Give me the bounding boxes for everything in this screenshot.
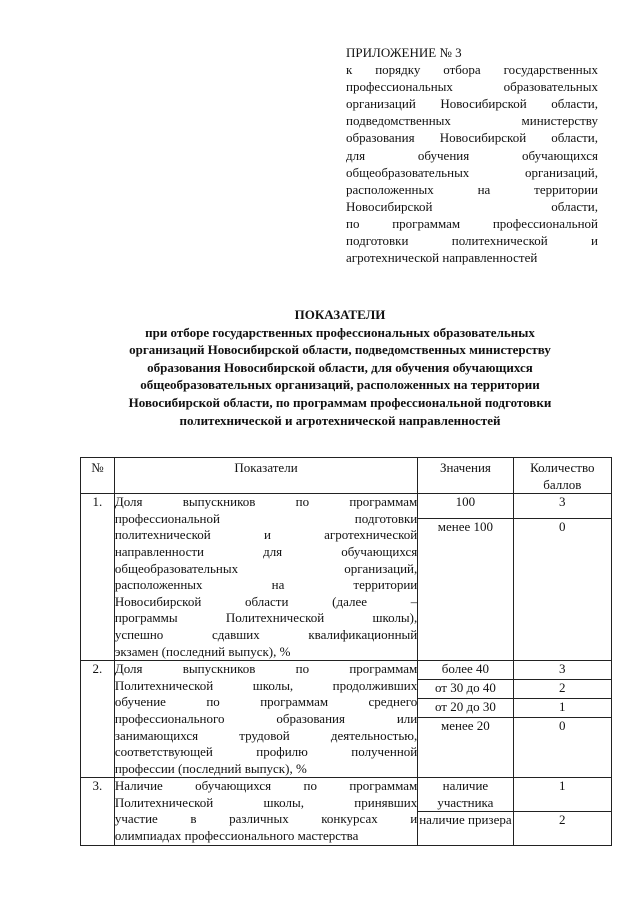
points-cell: 2	[513, 812, 611, 845]
indicator-line: направленности для обучающихся	[114, 543, 418, 559]
points-cell: 1	[513, 778, 611, 812]
heading-line: политехнической и агротехнической направленностей	[179, 412, 501, 428]
appendix-line: образования Новосибирской области,	[346, 130, 598, 146]
header-values: Значения	[418, 458, 513, 494]
indicator-line: Политехнической школы, принявших	[114, 794, 418, 810]
points-cell: 0	[513, 519, 611, 661]
indicator-line: Наличие обучающихся по программам	[114, 778, 418, 794]
value-cell: наличие участника	[418, 778, 513, 812]
table-row	[81, 778, 612, 812]
row-number: 2.	[81, 661, 115, 778]
appendix-line: подготовки политехнической и	[346, 233, 598, 249]
indicator-line: Политехнической школы, продолживших	[114, 677, 418, 693]
heading-line: образования Новосибирской области, для обучения обучающихся	[147, 359, 533, 375]
indicator-text	[114, 494, 417, 661]
table-row	[81, 661, 612, 680]
heading-title: ПОКАЗАТЕЛИ	[294, 307, 386, 322]
heading-line: общеобразовательных организаций, расположенных на территории	[140, 377, 540, 393]
indicator-line: занимающихся трудовой деятельностью,	[114, 727, 418, 743]
appendix-line: расположенных на территории	[346, 181, 598, 197]
header-points: Количество баллов	[513, 458, 611, 494]
heading-line: при отборе государственных профессиональных образовательных	[145, 324, 535, 340]
indicator-line: участие в различных конкурсах и	[114, 811, 418, 827]
appendix-title: ПРИЛОЖЕНИЕ № 3	[346, 45, 462, 60]
value-cell: от 20 до 30	[418, 699, 513, 718]
points-cell: 1	[513, 699, 611, 718]
points-cell: 0	[513, 718, 611, 778]
appendix-line: профессиональных образовательных	[346, 79, 598, 95]
indicator-line: расположенных на территории	[114, 577, 418, 593]
indicator-line: соответствующей профилю полученной	[114, 744, 418, 760]
document-heading	[70, 306, 610, 429]
value-cell: более 40	[418, 661, 513, 680]
header-num: №	[81, 458, 115, 494]
indicator-line: обучение по программам среднего	[114, 694, 418, 710]
appendix-line: общеобразовательных организаций,	[346, 164, 598, 180]
points-cell: 3	[513, 494, 611, 519]
indicator-line: Доля выпускников по программам	[114, 661, 418, 677]
value-cell: от 30 до 40	[418, 680, 513, 699]
heading-line: организаций Новосибирской области, подведомственных министерству	[129, 342, 551, 358]
appendix-line: подведомственных министерству	[346, 113, 598, 129]
indicator-text	[114, 661, 417, 778]
indicator-line: профессиональной подготовки	[114, 510, 418, 526]
table-row	[81, 494, 612, 519]
points-cell: 2	[513, 680, 611, 699]
appendix-line: Новосибирской области,	[346, 198, 598, 214]
appendix-line: к порядку отбора государственных	[346, 62, 598, 78]
row-number: 1.	[81, 494, 115, 661]
indicator-line: программы Политехнической школы),	[114, 610, 418, 626]
indicator-text	[114, 778, 417, 845]
appendix-block	[346, 44, 598, 266]
indicator-line: профессионального образования или	[114, 710, 418, 726]
heading-line: Новосибирской области, по программам профессиональной подготовки	[128, 394, 552, 410]
row-number: 3.	[81, 778, 115, 845]
value-cell: 100	[418, 494, 513, 519]
appendix-line: по программам профессиональной	[346, 215, 598, 231]
points-cell: 3	[513, 661, 611, 680]
indicator-line: общеобразовательных организаций,	[114, 560, 418, 576]
value-cell: наличие призера	[418, 812, 513, 845]
indicator-line: Новосибирской области (далее –	[114, 593, 418, 609]
indicator-line: политехнической и агротехнической	[114, 527, 418, 543]
appendix-line: агротехнической направленностей	[346, 250, 538, 266]
indicators-table	[80, 457, 612, 846]
indicator-line: олимпиадах профессионального мастерства	[114, 828, 359, 844]
header-indicator: Показатели	[114, 458, 417, 494]
indicator-line: экзамен (последний выпуск), %	[114, 643, 291, 659]
value-cell: менее 100	[418, 519, 513, 661]
appendix-line: для обучения обучающихся	[346, 147, 598, 163]
appendix-line: организаций Новосибирской области,	[346, 96, 598, 112]
value-cell: менее 20	[418, 718, 513, 778]
indicator-line: Доля выпускников по программам	[114, 494, 418, 510]
indicator-line: профессии (последний выпуск), %	[114, 760, 307, 776]
indicator-line: успешно сдавших квалификационный	[114, 626, 418, 642]
table-header-row	[81, 458, 612, 494]
